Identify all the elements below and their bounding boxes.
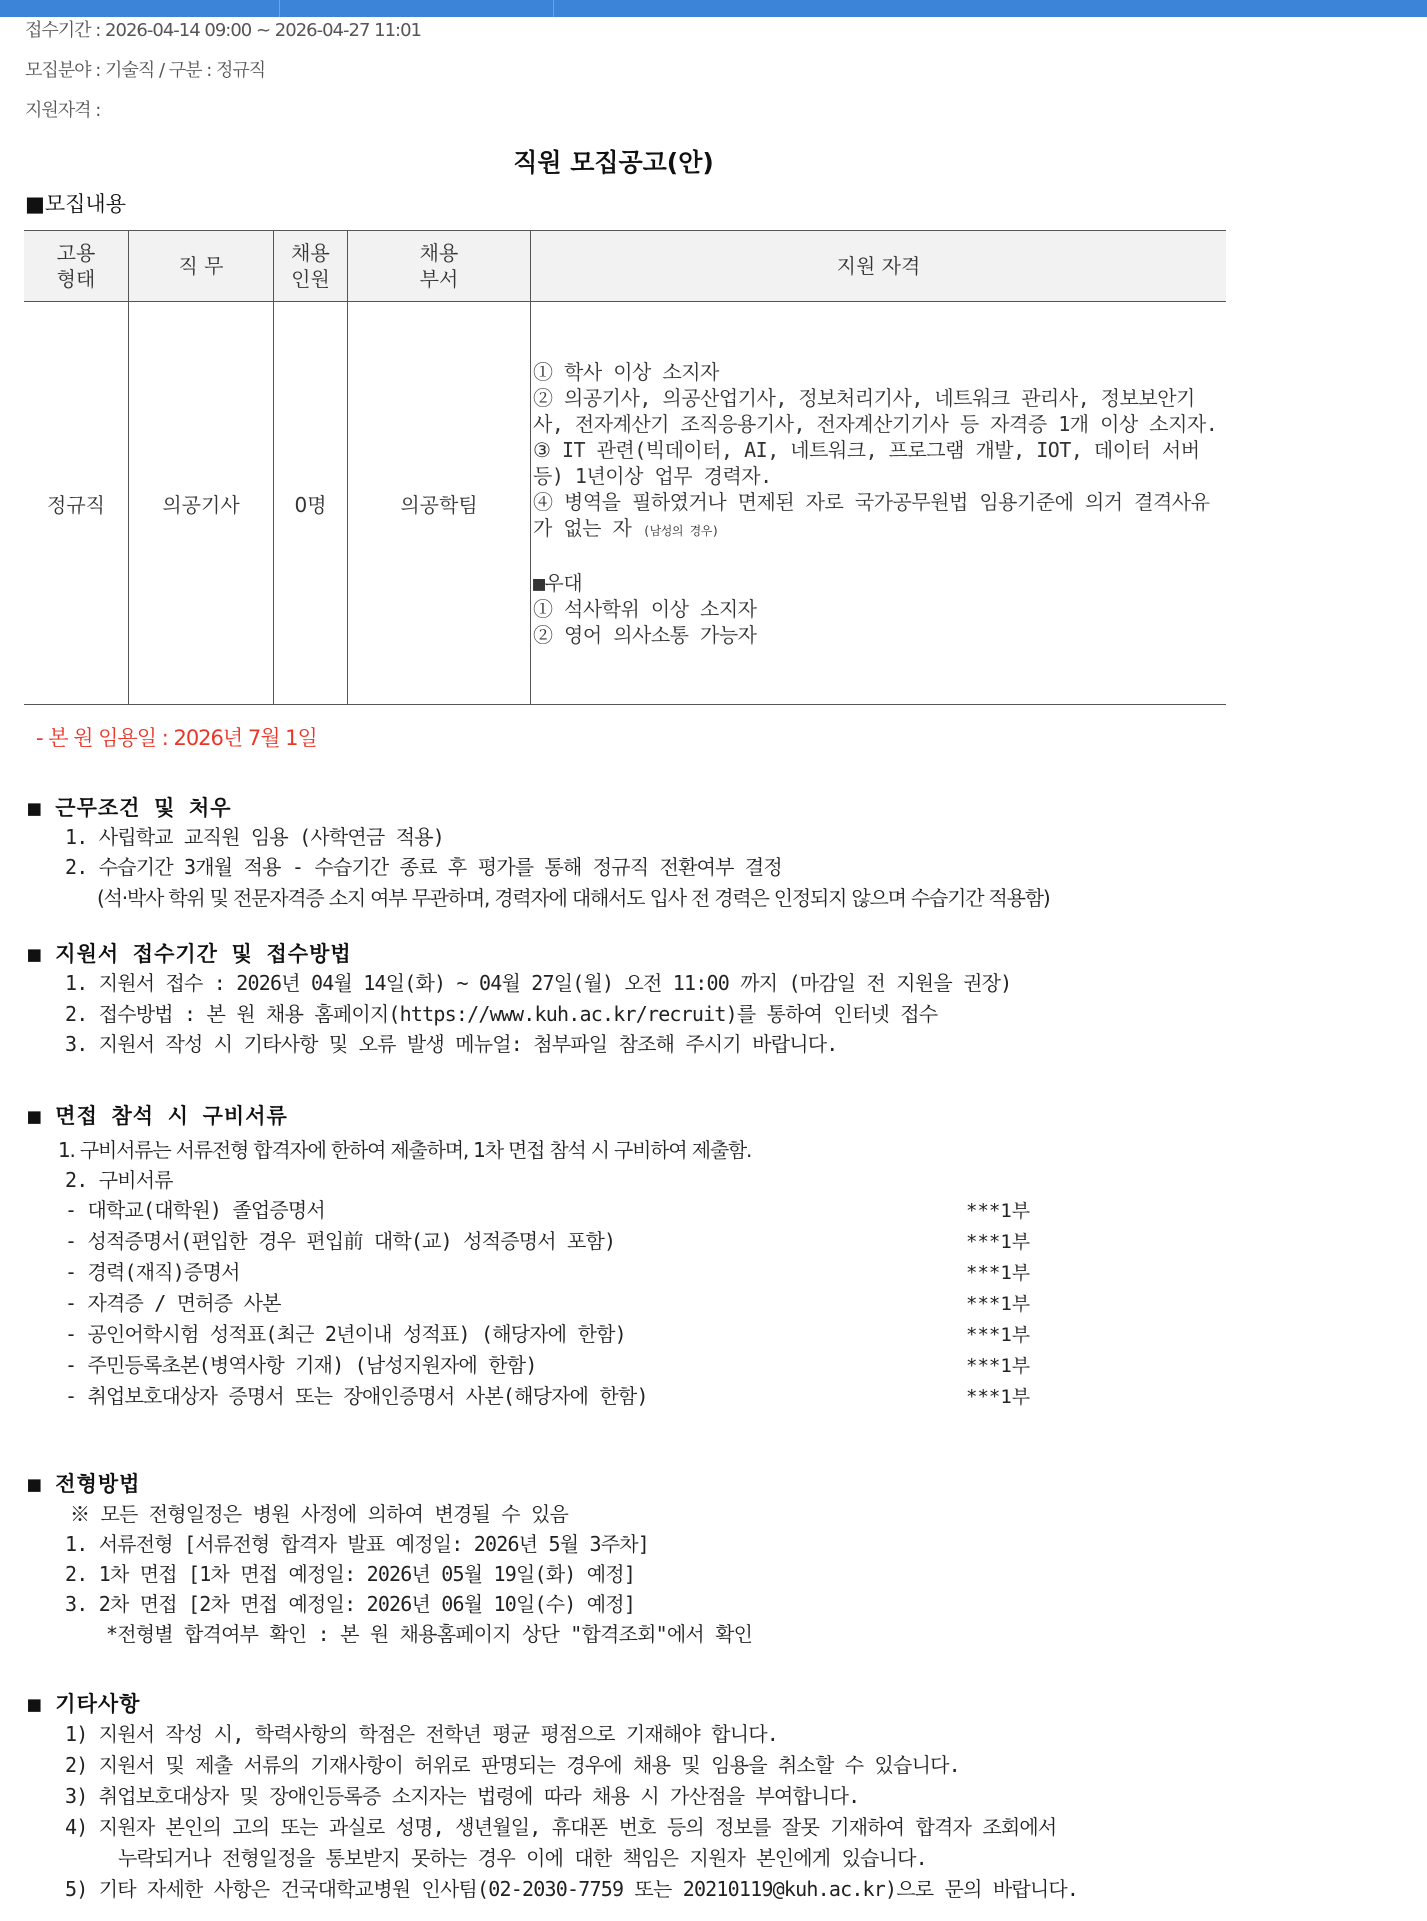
qual-item: ③ IT 관련(빅데이터, AI, 네트워크, 프로그램 개발, IOT, 데이터 서버 등) 1년이상 업무 경력자.: [533, 437, 1200, 488]
header-qualification: 지원 자격: [531, 231, 1227, 302]
meta-field: 모집분야 : 기술직 / 구분 : 정규직: [25, 60, 266, 81]
header-dept: 채용 부서: [348, 231, 531, 302]
meta-period: 접수기간 : 2026-04-14 09:00 ~ 2026-04-27 11:01: [25, 20, 421, 41]
cell-dept: 의공학팀: [348, 302, 531, 705]
section-application: ■ 지원서 접수기간 및 접수방법: [28, 942, 352, 966]
list-item: 1. 사립학교 교직원 임용 (사학연금 적용): [65, 825, 444, 849]
section-other: ■ 기타사항: [28, 1692, 141, 1716]
header-count: 채용 인원: [274, 231, 348, 302]
section-documents: ■ 면접 참석 시 구비서류: [28, 1104, 288, 1128]
top-bar-divider: [553, 0, 554, 17]
pref-item: ② 영어 의사소통 가능자: [533, 622, 757, 647]
document-copies: ***1부: [966, 1355, 1031, 1377]
header-job: 직 무: [129, 231, 274, 302]
header-type: 고용 형태: [24, 231, 129, 302]
recruit-section-heading: ■모집내용: [25, 192, 126, 216]
section-work-conditions: ■ 근무조건 및 처우: [28, 796, 232, 820]
qual-note: (남성의 경우): [642, 523, 719, 538]
document-item: - 대학교(대학원) 졸업증명서: [65, 1198, 325, 1222]
document-copies: ***1부: [966, 1324, 1031, 1346]
list-item: *전형별 합격여부 확인 : 본 원 채용홈페이지 상단 "합격조회"에서 확인: [106, 1622, 753, 1646]
document-copies: ***1부: [966, 1293, 1031, 1315]
table-row: [24, 302, 1226, 705]
document-item: - 경력(재직)증명서: [65, 1260, 240, 1284]
list-item: 1. 구비서류는 서류전형 합격자에 한하여 제출하며, 1차 면접 참석 시 구비하여 제출함.: [58, 1138, 752, 1162]
document-item: - 취업보호대상자 증명서 또는 장애인증명서 사본(해당자에 한함): [65, 1384, 648, 1408]
meta-qualification: 지원자격 :: [25, 100, 101, 121]
list-item: 2. 1차 면접 [1차 면접 예정일: 2026년 05월 19일(화) 예정]: [65, 1562, 636, 1586]
cell-qualification: [531, 302, 1227, 705]
list-item: 1. 지원서 접수 : 2026년 04월 14일(화) ~ 04월 27일(월) 오전 11:00 까지 (마감일 전 지원을 권장): [65, 971, 1012, 995]
table-header-row: [24, 231, 1226, 302]
top-bar-divider: [279, 0, 280, 17]
document-copies: ***1부: [966, 1386, 1031, 1408]
list-item: 3. 지원서 작성 시 기타사항 및 오류 발생 메뉴얼: 첨부파일 참조해 주시기 바랍니다.: [65, 1032, 838, 1056]
document-item: - 자격증 / 면허증 사본: [65, 1291, 281, 1315]
list-item: 2) 지원서 및 제출 서류의 기재사항이 허위로 판명되는 경우에 채용 및 임용을 취소할 수 있습니다.: [65, 1753, 960, 1777]
qual-item: ④ 병역을 필하였거나 면제된 자로 국가공무원법 임용기준에 의거 결격사유가 없는 자 (남성의 경우): [533, 489, 1210, 540]
list-item: 4) 지원자 본인의 고의 또는 과실로 성명, 생년월일, 휴대폰 번호 등의 정보를 잘못 기재하여 합격자 조회에서: [65, 1815, 1057, 1839]
list-item: 5) 기타 자세한 사항은 건국대학교병원 인사팀(02-2030-7759 또는 20210119@kuh.ac.kr)으로 문의 바랍니다.: [65, 1877, 1079, 1901]
document-copies: ***1부: [966, 1200, 1031, 1222]
list-item: 2. 접수방법 : 본 원 채용 홈페이지(https://www.kuh.ac.kr/recruit)를 통하여 인터넷 접수: [65, 1002, 938, 1026]
qual-item: ② 의공기사, 의공산업기사, 정보처리기사, 네트워크 관리사, 정보보안기사, 전자계산기 조직응용기사, 전자계산기기사 등 자격증 1개 이상 소지자.: [533, 385, 1218, 436]
recruit-table: [24, 230, 1226, 705]
list-item: ※ 모든 전형일정은 병원 사정에 의하여 변경될 수 있음: [70, 1502, 569, 1526]
document-item: - 성적증명서(편입한 경우 편입前 대학(교) 성적증명서 포함): [65, 1229, 616, 1253]
list-item: 1) 지원서 작성 시, 학력사항의 학점은 전학년 평균 평점으로 기재해야 합니다.: [65, 1722, 778, 1746]
document-copies: ***1부: [966, 1262, 1031, 1284]
cell-count: 0명: [274, 302, 348, 705]
top-bar: [0, 0, 1427, 17]
list-item: 누락되거나 전형일정을 통보받지 못하는 경우 이에 대한 책임은 지원자 본인에게 있습니다.: [118, 1846, 927, 1870]
list-item: 3. 2차 면접 [2차 면접 예정일: 2026년 06월 10일(수) 예정]: [65, 1592, 636, 1616]
list-item: 2. 구비서류: [65, 1168, 173, 1192]
pref-item: ① 석사학위 이상 소지자: [533, 596, 757, 621]
qual-item: ① 학사 이상 소지자: [533, 359, 719, 384]
pref-title: ■우대: [533, 570, 583, 595]
section-selection: ■ 전형방법: [28, 1472, 141, 1496]
appointment-date: - 본 원 임용일 : 2026년 7월 1일: [36, 726, 317, 750]
list-item: 1. 서류전형 [서류전형 합격자 발표 예정일: 2026년 5월 3주차]: [65, 1532, 649, 1556]
document-title: 직원 모집공고(안): [513, 148, 714, 177]
list-item: (석·박사 학위 및 전문자격증 소지 여부 무관하며, 경력자에 대해서도 입사 전 경력은 인정되지 않으며 수습기간 적용함): [97, 886, 1050, 910]
document-item: - 공인어학시험 성적표(최근 2년이내 성적표) (해당자에 한함): [65, 1322, 626, 1346]
cell-type: 정규직: [24, 302, 129, 705]
document-copies: ***1부: [966, 1231, 1031, 1253]
cell-job: 의공기사: [129, 302, 274, 705]
document-item: - 주민등록초본(병역사항 기재) (남성지원자에 한함): [65, 1353, 537, 1377]
list-item: 2. 수습기간 3개월 적용 - 수습기간 종료 후 평가를 통해 정규직 전환여부 결정: [65, 855, 782, 879]
list-item: 3) 취업보호대상자 및 장애인등록증 소지자는 법령에 따라 채용 시 가산점을 부여합니다.: [65, 1784, 860, 1808]
